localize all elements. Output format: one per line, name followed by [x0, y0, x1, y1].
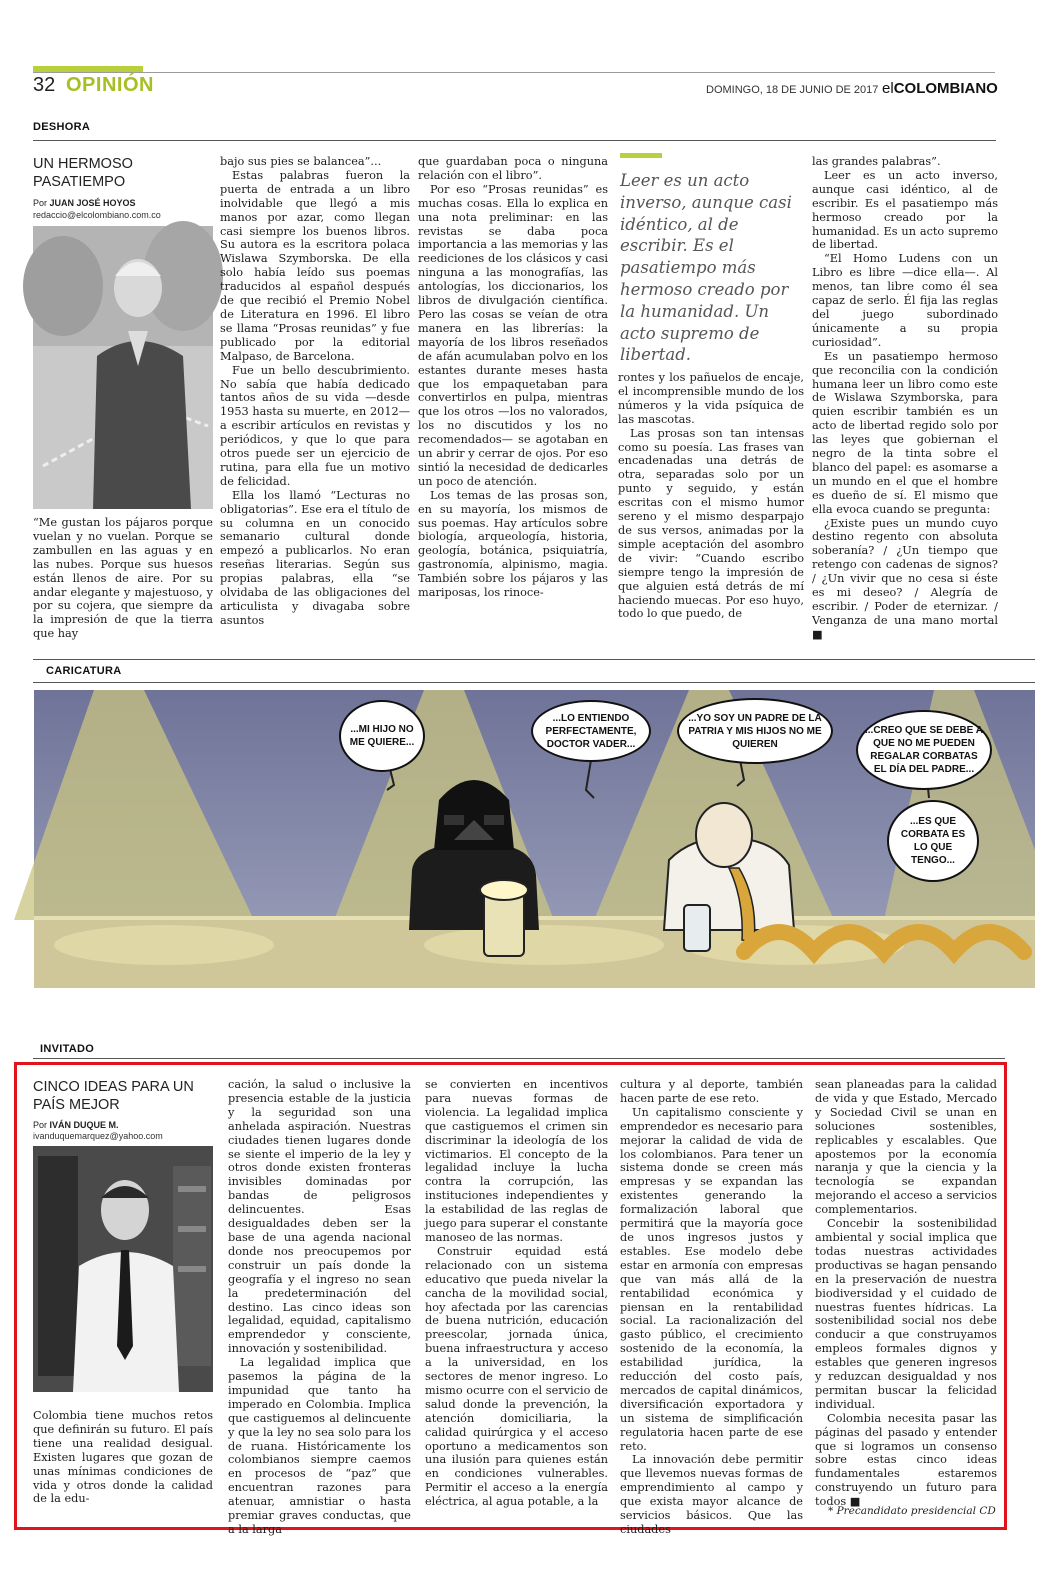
invitado-column-1: [33, 1409, 213, 1524]
invitado-column-4: [620, 1078, 803, 1536]
pullquote-accent: [620, 153, 662, 158]
brand-prefix: el: [882, 80, 894, 97]
newspaper-brand: [882, 80, 998, 97]
page-number: 32: [33, 74, 56, 96]
deshora-headline: UN HERMOSO PASATIEMPO: [33, 156, 133, 190]
invitado-column-3: [425, 1078, 608, 1524]
invitado-col1-text: Colombia tiene muchos retos que definirán su futuro. El país tiene una realidad desigual. Existen lugares que gozan de unas mínimas condiciones de vida y otros donde la calidad de la edu-: [33, 1409, 213, 1506]
deshora-column-5: [812, 155, 998, 639]
author-photo-juan-jose-hoyos: [33, 226, 213, 509]
speech-bubble-4: ...CREO QUE SE DEBE A QUE NO ME PUEDEN REGALAR CORBATAS EL DÍA DEL PADRE...: [856, 710, 992, 790]
byline-author: IVÁN DUQUE M.: [49, 1120, 119, 1130]
deshora-pullquote: Leer es un acto inverso, aunque casi idéntico, al de escribir. Es el pasatiempo más hermoso creado por la humanidad. Un acto supremo de libertad.: [620, 171, 792, 365]
deshora-kicker: DESHORA: [33, 121, 91, 133]
invitado-col5-p1: sean planeadas para la calidad de vida y que Estado, Mercado y Sociedad Civil se unan en soluciones sostenibles, replicables y escalables. Que apostemos por la economía naranja y que la ciencia y la tecnología se expandan mejorando el acceso a servicios complementarios.: [815, 1078, 997, 1217]
byline-prefix: Por: [33, 1120, 50, 1130]
invitado-col2-p2: La legalidad implica que pasemos la página de la impunidad que tanto ha imperado en Colombia. Implica que castiguemos al delincuente y que la ley no sea solo para los de ruana. Históricamente los colombianos siempre caemos en procesos de “paz” que encuentran razones para atenuar, amnistiar o hasta premiar graves conductas, que a la larga: [228, 1356, 411, 1536]
deshora-rule: [33, 140, 996, 141]
deshora-byline: [33, 198, 136, 208]
invitado-col5-p2: Concebir la sostenibilidad ambiental y social implica que todas nuestras actividades productivas se hagan pensando en la preservación de nuestra biodiversidad y el cuidado de nuestras fuentes hídricas. La sostenibilidad social nos debe conducir a que construyamos empleos formales dignos y estables que generen ingresos y reduzcan desigualdad y nos permitan buscar la felicidad individual.: [815, 1217, 997, 1411]
caricatura-kicker: CARICATURA: [46, 665, 122, 677]
cartoon-panel: [34, 690, 1035, 988]
deshora-col5-p5: ¿Existe pues un mundo cuyo destino regento con absoluta soberanía? / ¿Un tiempo que retengo con cadenas de signos? / ¿Un vivir que no cesa si éste es mi deseo? / Alegría de escribir. / Poder de eternizar. / Venganza de una mano mortal ■: [812, 516, 998, 641]
byline-prefix: Por: [33, 198, 50, 208]
invitado-col4-p2: Un capitalismo consciente y emprendedor es necesario para mejorar la calidad de vida de los colombianos. Para tener un sistema donde se creen más empresas y se expandan las existentes generando la formalización laboral que permitirá que la mayoría goce de unos ingresos justos y estables. Ese modelo debe estar en armonía con empresas que van más allá de la rentabilidad económica y piensan en la rentabilidad social. La racionalización del gasto público, el crecimiento sostenido de la economía, la estabilidad jurídica, la reducción del costo país, mercados de capital dinámicos, diversificación exportadora y un sistema de simplificación regulatoria hacen parte de ese reto.: [620, 1105, 803, 1453]
deshora-col4-p1: rontes y los pañuelos de encaje, el incomprensible mundo de los números y la vida psíquica de las mascotas.: [618, 371, 804, 426]
invitado-col4-p3: La innovación debe permitir que llevemos nuevas formas de emprendimiento al campo y que exista mayor alcance de servicios básicos. Que las ciudades: [620, 1453, 803, 1536]
invitado-byline: [33, 1120, 119, 1130]
byline-author: JUAN JOSÉ HOYOS: [49, 198, 136, 208]
author-portrait-illustration: [33, 1146, 213, 1392]
caricatura-rule-bottom: [33, 682, 1035, 683]
deshora-column-2: [220, 155, 410, 635]
deshora-col5-p3: “El Homo Ludens con un Libro es libre —dice ella—. Al menos, tan libre como él sea capaz de serlo. Él fija las reglas del juego subordinado únicamente a su propia curiosidad”.: [812, 252, 998, 349]
invitado-col4-p1: cultura y al deporte, también hacen parte de ese reto.: [620, 1078, 803, 1105]
deshora-col4-p2: Las prosas son tan intensas como su poesía. Las frases van encadenadas una detrás de otra, separadas solo por un punto y seguido, y están escritas con el mismo humor sereno y el mismo desparpajo de sus versos, animadas por la simple aceptación del asombro de vivir: “Cuando escribo siempre tengo la impresión de que alguien está detrás de mí haciendo muecas. Por eso huyo, todo lo que puedo, de: [618, 426, 804, 621]
header-rule: [33, 72, 995, 73]
deshora-col2-p1: bajo sus pies se balancea”...: [220, 155, 382, 168]
deshora-column-4: [618, 371, 804, 637]
invitado-author-email: ivanduquemarquez@yahoo.com: [33, 1131, 163, 1141]
brand-name: COLOMBIANO: [893, 80, 998, 97]
deshora-col2-p2: Estas palabras fueron la puerta de entrada a un libro inolvidable que llegó a mis manos por azar, como llegan casi siempre los buenos libros. Su autora es la escritora polaca Wislawa Szymborska. De ella solo había leído sus poemas traducidos al español después de que recibió el Premio Nobel de Literatura en 1996. El libro se llama “Prosas reunidas” y fue publicado por la editorial Malpaso, de Barcelona.: [220, 168, 410, 363]
deshora-col5-p2: Leer es un acto inverso, aunque casi idéntico, al de escribir. Es el pasatiempo más hermoso creado por la humanidad. Es un acto supremo de libertad.: [812, 168, 998, 252]
section-name: OPINIÓN: [66, 74, 154, 96]
author-signature-note: * Precandidato presidencial CD: [828, 1505, 996, 1517]
deshora-col5-p4: Es un pasatiempo hermoso que reconcilia con la condición humana leer un libro como este de Wislawa Szymborska, para quien escribir también es un acto de libertad regido solo por las leyes que gobiernan el negro de la tinta sobre el blanco del papel: es asomarse a un mundo en el que el hombre es dueño de sí. El mismo que ella evoca cuando se pregunta:: [812, 349, 998, 516]
deshora-author-email: redaccio@elcolombiano.com.co: [33, 210, 161, 220]
invitado-headline: CINCO IDEAS PARA UN PAÍS MEJOR: [33, 1079, 194, 1113]
invitado-col2-p1: cación, la salud o inclusive la presencia estable de la justicia y la seguridad son una anhelada aspiración. Nuestras ciudades tienen lugares donde se siente el imperio de la ley y otros donde existen fronteras invisibles dominadas por bandas de peligrosos delincuentes. Esas desigualdades deben ser la base de una agenda nacional donde nos preocupemos por construir un país donde la geografía y el ingreso no sean la predeterminación del destino. Las cinco ideas son legalidad, equidad, capitalismo emprendedor y consciente, innovación y sostenibilidad.: [228, 1078, 411, 1356]
invitado-column-5: [815, 1078, 997, 1509]
invitado-col5-p3: Colombia necesita pasar las páginas del pasado y entender que si logramos un consenso sobre estas cinco ideas fundamentales estaremos construyendo un futuro para todos ■: [815, 1411, 997, 1509]
invitado-col3-p2: Construir equidad está relacionado con un sistema educativo que pueda nivelar la cancha de la movilidad social, hoy afectada por las carencias de buena nutrición, educación preescolar, jornada única, buena infraestructura y acceso a la universidad, en los sectores de menor ingreso. Lo mismo ocurre con el servicio de salud donde la prevención, la atención domiciliaria, la calidad quirúrgica y el acceso oportuno a medicamentos son una ilusión para quienes están en condiciones vulnerables. Permitir el acceso a la energía eléctrica, al agua potable, a la: [425, 1244, 608, 1509]
deshora-col2-p3: Fue un bello descubrimiento. No sabía que había dedicado tantos años de su vida —desde 1953 hasta su muerte, en 2012— a escribir artículos en revistas y periódicos, y que lo que para otros puede ser un ejercicio de rutina, para ella fue un motivo de felicidad.: [220, 363, 410, 488]
deshora-col1-text: “Me gustan los pájaros porque vuelan y no vuelan. Porque se zambullen en las aguas y en las nubes. Porque sus huesos están llenos de aire. Por su andar elegante y majestuoso, y por su cojera, que siempre da la impresión de que la tierra que hay: [33, 516, 213, 641]
invitado-kicker: INVITADO: [40, 1043, 95, 1055]
deshora-col5-p1: las grandes palabras”.: [812, 155, 941, 168]
speech-bubble-1: ...MI HIJO NO ME QUIERE...: [339, 700, 425, 772]
deshora-column-3: [418, 155, 608, 635]
deshora-col2-p4: Ella los llamó “Lecturas no obligatorias”. Ese era el título de su columna en un conocido semanario cultural donde empezó a publicarlos. No eran reseñas literarias. Según sus propias palabras, ella “se olvidaba de las obligaciones del articulista y divagaba sobre asuntos: [220, 488, 410, 627]
speech-bubble-2: ...LO ENTIENDO PERFECTAMENTE, DOCTOR VADER...: [531, 700, 651, 762]
issue-date: DOMINGO, 18 DE JUNIO DE 2017: [706, 84, 879, 96]
deshora-col3-p3: Los temas de las prosas son, en su mayoría, los mismos de sus poemas. Hay artículos sobre biología, arqueología, historia, geología, botánica, psiquiatría, gastronomía, alpinismo, magia. También sobre los pájaros y las mariposas, los rinoce-: [418, 488, 608, 600]
deshora-col3-p2: Por eso “Prosas reunidas” es muchas cosas. Ella lo explica en una nota preliminar: en las revistas se daba poca importancia a las memorias y las reediciones de los clásicos y casi ninguna a las monografías, las antologías, los diccionarios, los libros de divulgación científica. Pero las cosas se veían de otra manera en las librerías: la mayoría de los libros reseñados de afán acumulaban polvo en los estantes durante meses hasta que los empaquetaban para convertirlos en pulpa, mientras que los otros —los no valorados, los no discutidos y los no recomendados— se agotaban en un abrir y cerrar de ojos. Por eso sintió la necesidad de dedicarles un poco de atención.: [418, 182, 608, 488]
invitado-column-2: [228, 1078, 411, 1536]
invitado-col3-p1: se convierten en incentivos para nuevas formas de violencia. La legalidad implica que castiguemos el crimen sin discriminar la ideología de los victimarios. El concepto de la legalidad incluye la lucha contra la corrupción, las instituciones independientes y la estabilidad de las reglas de juego para superar el constante manoseo de las normas.: [425, 1078, 608, 1244]
speech-bubble-5: ...ES QUE CORBATA ES LO QUE TENGO...: [887, 800, 979, 882]
deshora-column-1: [33, 516, 213, 641]
caricatura-rule-top: [33, 659, 1035, 660]
invitado-rule: [33, 1058, 1005, 1059]
speech-bubble-3: ...YO SOY UN PADRE DE LA PATRIA Y MIS HIJOS NO ME QUIEREN: [677, 698, 833, 764]
author-portrait-illustration: [33, 226, 213, 509]
deshora-col3-p1: que guardaban poca o ninguna relación con el libro”.: [418, 155, 608, 182]
author-photo-ivan-duque: [33, 1146, 213, 1392]
